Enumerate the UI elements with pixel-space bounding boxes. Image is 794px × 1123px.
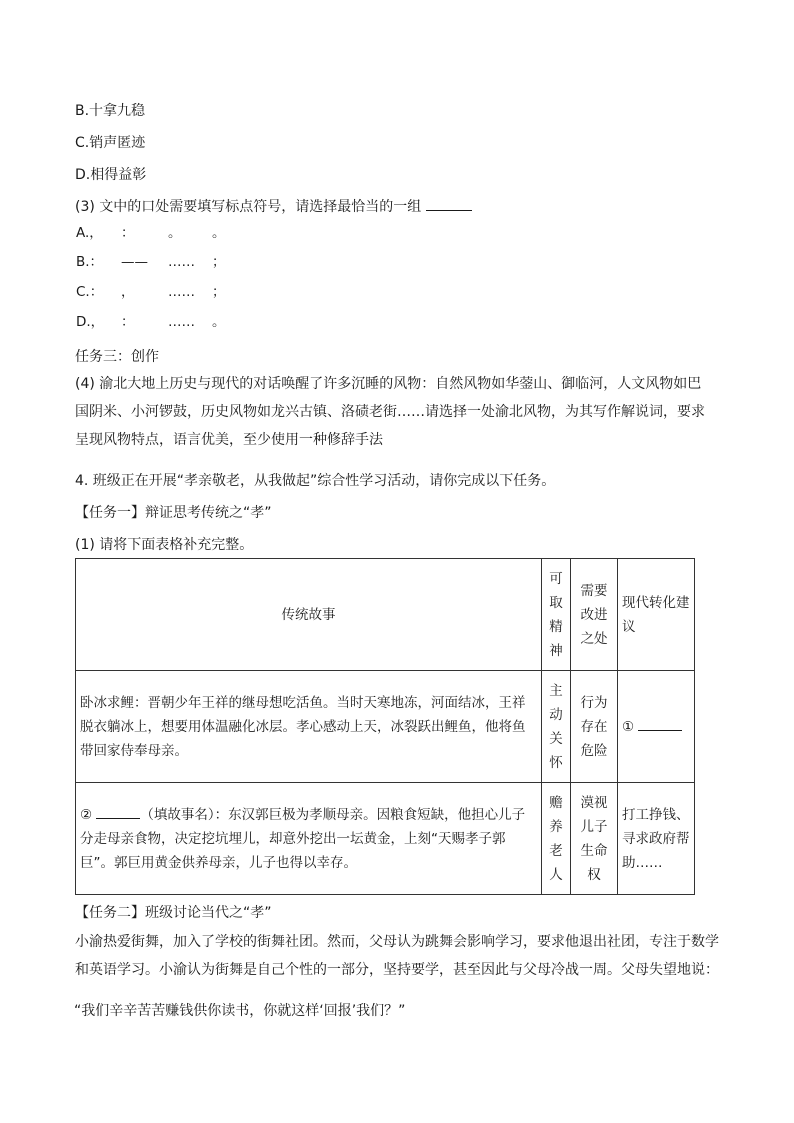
tradition-table <box>75 558 695 895</box>
option-d-prev: D.相得益彰 <box>75 167 147 183</box>
row2-essence: 赡养老人 <box>542 783 571 895</box>
q3-option-d-p2: ： <box>121 314 135 330</box>
q3-option-c-p3: …… <box>168 284 195 300</box>
q3-option-c-p2: ， <box>121 284 135 300</box>
question-3-stem: (3) 文中的口处需要填写标点符号，请选择最恰当的一组 <box>75 196 472 218</box>
question-4-stem: 4. 班级正在开展“孝亲敬老，从我做起”综合性学习活动，请你完成以下任务。 <box>75 473 556 489</box>
row1-essence: 主动关怀 <box>542 671 571 783</box>
q3-option-b-label: B.： <box>76 254 104 270</box>
q3-option-a-p3: 。 <box>168 225 182 241</box>
header-suggest: 现代转化建议 <box>618 559 695 671</box>
answer-blank <box>426 196 472 211</box>
q3-option-d-p3: …… <box>168 314 195 330</box>
row2-improve: 漠视儿子生命权 <box>571 783 618 895</box>
task1-q1: (1) 请将下面表格补充完整。 <box>75 537 254 553</box>
row1-suggest: ① <box>618 671 695 783</box>
row2-suggest: 打工挣钱、寻求政府帮助…… <box>618 783 695 895</box>
row2-story: ② （填故事名）：东汉郭巨极为孝顺母亲。因粮食短缺，他担心儿子分走母亲食物，决定挖坑埋儿，却意外挖出一坛黄金，上刻“天赐孝子郭巨”。郭巨用黄金供养母亲，儿子也得以幸存。 <box>76 783 542 895</box>
task3-title: 任务三：创作 <box>75 349 159 365</box>
q3-option-b-p3: …… <box>168 254 195 270</box>
option-c-prev: C.销声匿迹 <box>75 135 146 151</box>
question-4-sub: (4) 渝北大地上历史与现代的对话唤醒了许多沉睡的风物：自然风物如华蓥山、御临河，人文风物如巴国阴米、小河锣鼓，历史风物如龙兴古镇、洛碛老街……请选择一处渝北风物，为其写作解说词，要求呈现风物特点，语言优美，至少使用一种修辞手法 <box>75 376 705 448</box>
q3-option-b-p4: ； <box>212 254 226 270</box>
task2-title: 【任务二】班级讨论当代之“孝” <box>75 905 272 921</box>
header-essence: 可取精神 <box>542 559 571 671</box>
header-improve: 需要改进之处 <box>571 559 618 671</box>
table-row <box>76 783 695 895</box>
answer-blank <box>96 804 140 819</box>
q3-option-b-p2: —— <box>121 254 148 270</box>
table-row <box>76 671 695 783</box>
task2-paragraph: 小渝热爱街舞，加入了学校的街舞社团。然而，父母认为跳舞会影响学习，要求他退出社团，专注于数学和英语学习。小渝认为街舞是自己个性的一部分，坚持要学，甚至因此与父母冷战一周。父母失望地说： <box>75 934 719 978</box>
q3-option-c-p4: ； <box>212 284 226 300</box>
q3-option-a-p4: 。 <box>212 225 226 241</box>
option-b-prev: B.十拿九稳 <box>75 103 146 119</box>
q3-option-c-label: C.： <box>76 284 104 300</box>
row1-improve: 行为存在危险 <box>571 671 618 783</box>
table-header-row <box>76 559 695 671</box>
q3-option-a-p2: ： <box>121 225 135 241</box>
row1-story: 卧冰求鲤：晋朝少年王祥的继母想吃活鱼。当时天寒地冻，河面结冰，王祥脱衣躺冰上，想要用体温融化冰层。孝心感动上天，冰裂跃出鲤鱼，他将鱼带回家侍奉母亲。 <box>76 671 542 783</box>
task1-title: 【任务一】辩证思考传统之“孝” <box>75 505 272 521</box>
answer-blank <box>638 716 682 731</box>
q3-option-d-label: D.， <box>76 314 105 330</box>
q3-option-d-p4: 。 <box>212 314 226 330</box>
header-story: 传统故事 <box>76 559 542 671</box>
task2-quote: “我们辛辛苦苦赚钱供你读书，你就这样‘回报’我们？” <box>74 1003 406 1019</box>
q3-option-a-label: A.， <box>76 225 103 241</box>
